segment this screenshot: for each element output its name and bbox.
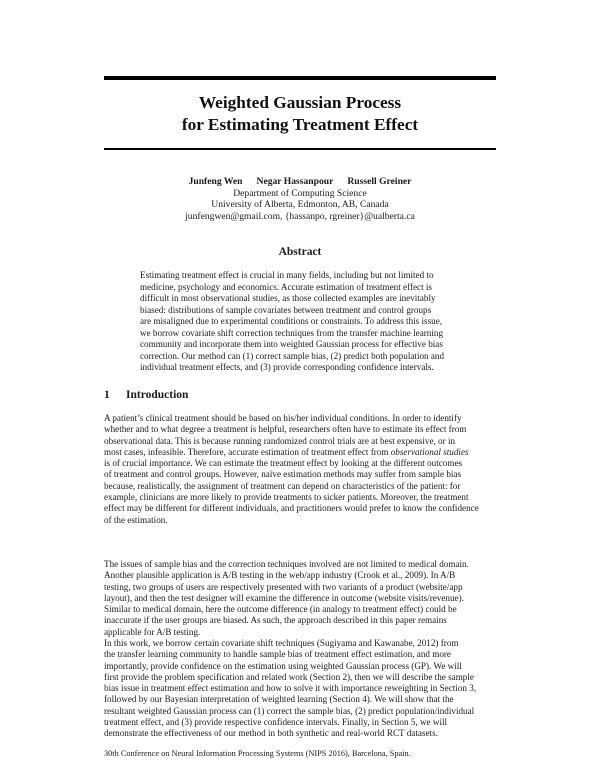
paragraph-line: Another plausible application is A/B testing in the web/app industry (Crook et al., 2009). In A/B — [104, 570, 456, 581]
paragraph-line: of the estimation. — [104, 514, 168, 525]
intro-paragraph-3 — [104, 638, 496, 740]
title-line-1: Weighted Gaussian Process — [198, 93, 402, 112]
author-name: Junfeng Wen — [188, 176, 243, 187]
title-line-2: for Estimating Treatment Effect — [181, 115, 419, 134]
paragraph-line: inaccurate if the user groups are biased. As such, the approach described in this paper remains — [104, 615, 447, 626]
conference-footnote: 30th Conference on Neural Information Processing Systems (NIPS 2016), Barcelona, Spain. — [104, 749, 411, 758]
paragraph-line: The issues of sample bias and the correction techniques involved are not limited to medical domain. — [104, 559, 469, 569]
affiliation: University of Alberta, Edmonton, AB, Canada — [211, 199, 389, 211]
author-names — [104, 176, 496, 188]
title-top-rule — [104, 76, 496, 80]
paragraph-line: followed by our Bayesian interpretation of weighted learning (Section 4). We will show that the — [104, 694, 454, 705]
paragraph-line: of treatment and control groups. However, naïve estimation methods may suffer from sample bias — [104, 469, 462, 480]
emails: junfengwen@gmail.com, {hassanpo, rgreiner}@ualberta.ca — [185, 210, 415, 222]
abstract-line: Estimating treatment effect is crucial in many fields, including but not limited to — [140, 270, 434, 280]
section-number: 1 — [104, 389, 110, 401]
intro-paragraph-1 — [104, 413, 496, 526]
paragraph-line: testing, two groups of users are respectively presented with two variants of a product (website/app — [104, 581, 463, 592]
paragraph-line-text: most cases, infeasible. Therefore, accurate estimation of treatment effect from — [104, 446, 389, 457]
paragraph-line: resultant weighted Gaussian process can (1) correct the sample bias, (2) predict population/individual — [104, 705, 475, 716]
paragraph-line: applicable for A/B testing. — [104, 626, 201, 637]
abstract-body — [140, 270, 460, 374]
section-heading-introduction — [104, 389, 188, 401]
author-name: Russell Greiner — [347, 176, 412, 187]
paragraph-line: bias issue in treatment effect estimation and how to solve it with importance reweighting in Section 3, — [104, 683, 477, 694]
paragraph-line: whether and to what degree a treatment is helpful, researchers often have to estimate its effect from — [104, 424, 467, 435]
paragraph-line: observational data. This is because running randomized control trials are at best expensive, or in — [104, 435, 456, 446]
abstract-line: are misaligned due to experimental conditions or constraints. To address this issue, — [140, 316, 443, 326]
paper-title — [104, 92, 496, 136]
abstract-line: difficult in most observational studies, as those collected examples are inevitably — [140, 293, 436, 303]
abstract-heading: Abstract — [278, 246, 322, 258]
abstract-line: individual treatment effects, and (3) provide corresponding confidence intervals. — [140, 362, 434, 372]
paragraph-line: Similar to medical domain, here the outcome difference (in analogy to treatment effect) could be — [104, 604, 457, 615]
paragraph-line: is of crucial importance. We can estimate the treatment effect by looking at the different outcomes — [104, 458, 463, 469]
abstract-line: medicine, psychology and economics. Accurate estimation of treatment effect is — [140, 281, 432, 292]
paragraph-line: demonstrate the effectiveness of our method in both synthetic and real-world RCT datasets. — [104, 728, 438, 739]
abstract-line: correction. Our method can (1) correct sample bias, (2) predict both population and — [140, 350, 445, 361]
abstract-line: community and incorporate them into weighted Gaussian process for effective bias — [140, 339, 443, 349]
section-title: Introduction — [126, 389, 189, 401]
paragraph-line: example, clinicians are more likely to provide treatments to sicker patients. Moreover, the treatment — [104, 492, 469, 503]
paragraph-line: because, realistically, the assignment of treatment can depend on characteristics of the patient: for — [104, 480, 461, 491]
intro-paragraph-2 — [104, 559, 496, 638]
paragraph-line: importantly, provide confidence on the estimation using weighted Gaussian process (GP). We will — [104, 660, 462, 671]
author-name: Negar Hassanpour — [256, 176, 334, 187]
author-block — [104, 176, 496, 222]
paragraph-line: first provide the problem specification and related work (Section 2), then we will describe the sample — [104, 671, 474, 682]
paragraph-line: In this work, we borrow certain covariate shift techniques (Sugiyama and Kawanabe, 2012) from — [104, 638, 459, 648]
paragraph-line: the transfer learning community to handle sample bias of treatment effect estimation, and more — [104, 649, 451, 660]
department: Department of Computing Science — [233, 187, 367, 199]
paragraph-line: effect may be different for different individuals, and practitioners would prefer to know the confidence — [104, 503, 479, 514]
italic-phrase: observational studies — [390, 446, 469, 457]
title-bottom-rule — [104, 148, 496, 150]
abstract-line: we borrow covariate shift correction techniques from the transfer machine learning — [140, 327, 444, 338]
paragraph-line: layout), and then the test designer will examine the difference in outcome (website visits/revenue). — [104, 592, 464, 603]
abstract-line: biased: distributions of sample covariates between treatment and control groups — [140, 304, 432, 315]
paragraph-line: A patient’s clinical treatment should be based on his/her individual conditions. In order to identify — [104, 413, 462, 423]
paragraph-line — [104, 447, 496, 458]
paragraph-line: treatment effect, and (3) provide respective confidence intervals. Finally, in Section 5, we will — [104, 717, 448, 728]
